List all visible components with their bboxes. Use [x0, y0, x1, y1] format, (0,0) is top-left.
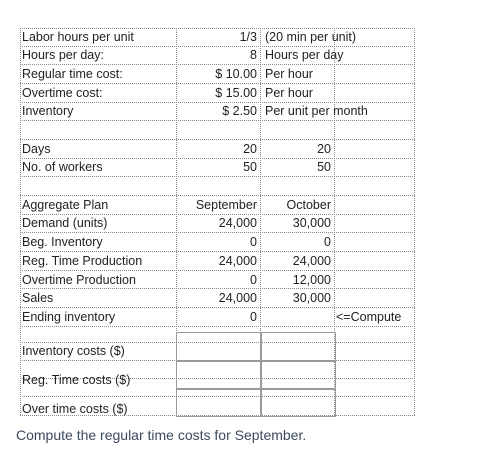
grid-line	[20, 195, 415, 196]
month-september: September	[195, 198, 257, 212]
grid-line	[20, 64, 415, 65]
overtime-cost-note: Per hour	[265, 86, 313, 100]
row-label-sales: Sales	[22, 291, 54, 305]
labor-hours-label: Labor hours per unit	[22, 30, 134, 44]
regular-cost-label: Regular time cost:	[22, 67, 123, 81]
inventory-label: Inventory	[22, 104, 74, 118]
overtime-production-september[interactable]: 0	[250, 273, 257, 287]
reg-production-september[interactable]: 24,000	[218, 254, 257, 268]
grid-line	[20, 139, 415, 140]
sales-september[interactable]: 24,000	[218, 291, 257, 305]
demand-october[interactable]: 30,000	[292, 216, 331, 230]
row-label-reg-production: Reg. Time Production	[22, 254, 143, 268]
grid-line	[20, 158, 415, 159]
grid-line	[20, 326, 415, 327]
grid-line	[20, 232, 415, 233]
aggregate-plan-header: Aggregate Plan	[22, 198, 109, 212]
grid-line	[20, 270, 415, 271]
demand-september[interactable]: 24,000	[218, 216, 257, 230]
grid-line	[20, 83, 415, 84]
workers-october[interactable]: 50	[317, 160, 331, 174]
ending-inventory-september[interactable]: 0	[250, 310, 257, 324]
days-september[interactable]: 20	[243, 142, 257, 156]
over-time-cost-sep-cell[interactable]	[176, 388, 262, 417]
inventory-costs-label: Inventory costs ($)	[22, 344, 125, 358]
inventory-cost-oct-cell[interactable]	[260, 332, 336, 362]
grid-line	[20, 120, 415, 121]
labor-hours-note: (20 min per unit)	[265, 30, 357, 44]
month-october: October	[286, 198, 331, 212]
days-october[interactable]: 20	[317, 142, 331, 156]
grid-line	[20, 28, 415, 29]
row-label-overtime-production: Overtime Production	[22, 273, 136, 287]
row-label-ending-inventory: Ending inventory	[22, 310, 116, 324]
spreadsheet	[20, 28, 415, 416]
workers-september[interactable]: 50	[243, 160, 257, 174]
overtime-cost-label: Overtime cost:	[22, 86, 103, 100]
grid-line	[20, 102, 415, 103]
grid-line	[414, 28, 415, 415]
grid-line	[20, 28, 21, 415]
regular-cost-value[interactable]: $ 10.00	[215, 67, 257, 81]
compute-note: <=Compute	[336, 310, 402, 324]
hours-per-day-note: Hours per day	[265, 48, 344, 62]
grid-line	[20, 251, 415, 252]
overtime-production-october[interactable]: 12,000	[292, 273, 331, 287]
inventory-cost-sep-cell[interactable]	[176, 332, 262, 362]
reg-time-cost-oct-cell[interactable]	[260, 360, 336, 390]
reg-time-cost-sep-cell[interactable]	[176, 360, 262, 390]
sales-october[interactable]: 30,000	[292, 291, 331, 305]
beg-inventory-october[interactable]: 0	[324, 235, 331, 249]
over-time-costs-label: Over time costs ($)	[22, 402, 128, 416]
row-label-demand: Demand (units)	[22, 216, 108, 230]
days-label: Days	[22, 142, 51, 156]
question-text: Compute the regular time costs for September.	[16, 427, 307, 443]
row-label-beg-inventory: Beg. Inventory	[22, 235, 103, 249]
inventory-note: Per unit per month	[265, 104, 368, 118]
reg-time-costs-label: Reg. Time costs ($)	[22, 373, 131, 387]
hours-per-day-value[interactable]: 8	[250, 48, 257, 62]
hours-per-day-label: Hours per day:	[22, 48, 104, 62]
reg-production-october[interactable]: 24,000	[292, 254, 331, 268]
grid-line	[20, 46, 415, 47]
grid-line	[20, 214, 415, 215]
over-time-cost-oct-cell[interactable]	[260, 388, 336, 417]
workers-label: No. of workers	[22, 160, 103, 174]
beg-inventory-september[interactable]: 0	[250, 235, 257, 249]
regular-cost-note: Per hour	[265, 67, 313, 81]
grid-line	[20, 288, 415, 289]
overtime-cost-value[interactable]: $ 15.00	[215, 86, 257, 100]
grid-line	[20, 307, 415, 308]
labor-hours-value[interactable]: 1/3	[239, 30, 257, 44]
inventory-value[interactable]: $ 2.50	[222, 104, 257, 118]
grid-line	[20, 176, 415, 177]
